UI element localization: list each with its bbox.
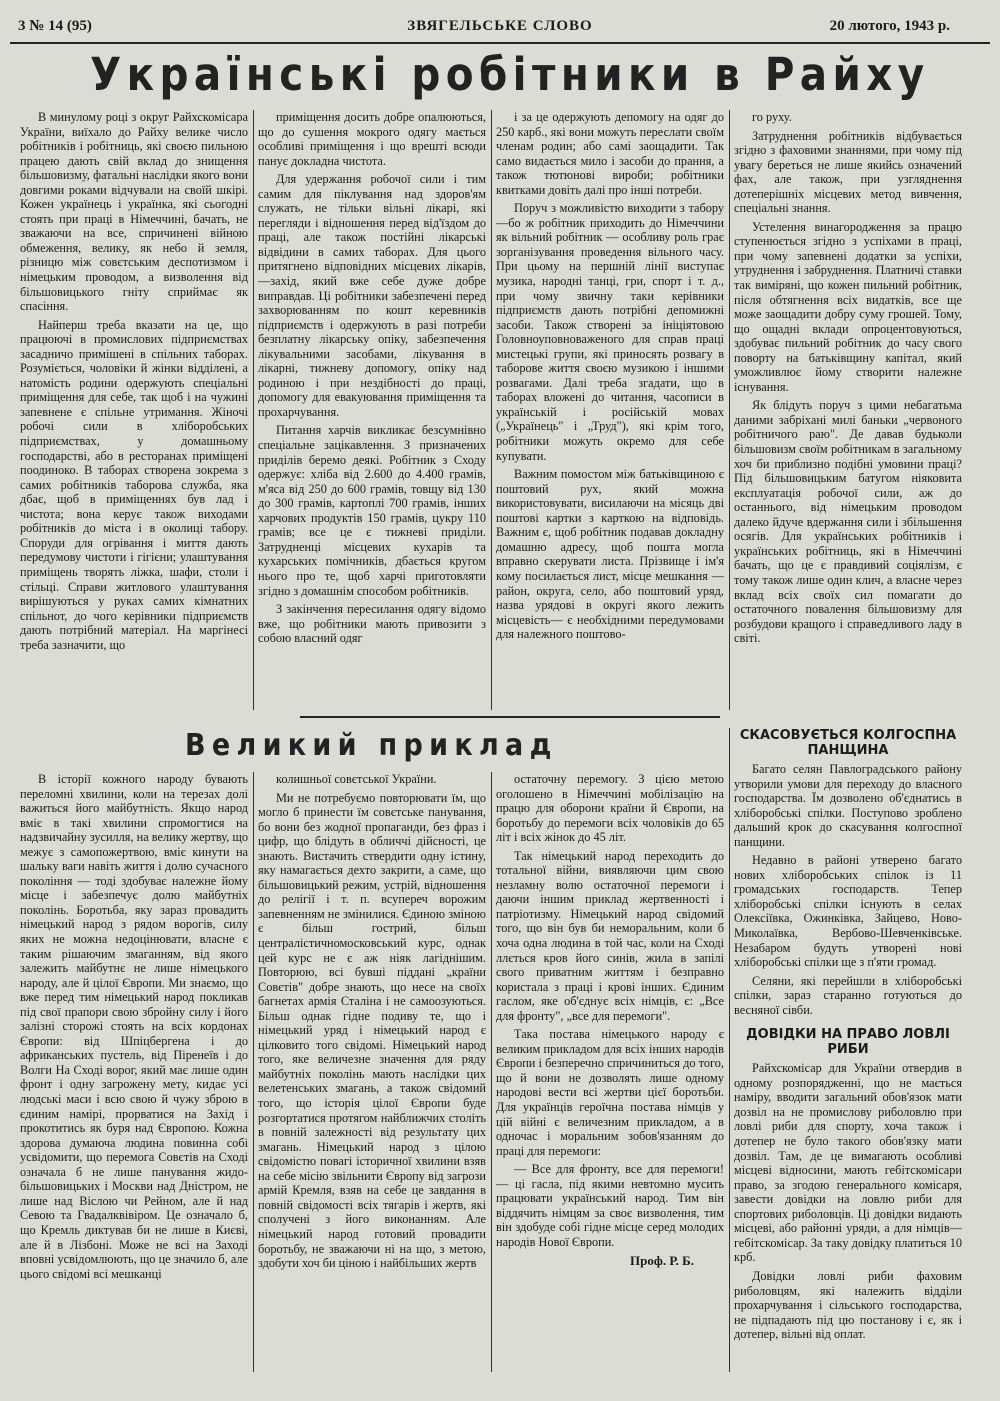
issue-date: 20 лютого, 1943 р. xyxy=(829,18,950,34)
paragraph: Як блідуть поруч з цими небагатьма даними забріхані милі баньки „червоного робітничого раю". Де давав будьколи більшовизм своїм робітникам в загальному хоч би приблизно подібні умовини праці? Під більшовицьким батугом ніяковита експлуатація робочої сили, аж до останнього, від німецьким проводом далеко йдуче вдержання сили і збільшення осягів. Для українських робітників і українських робітниць, які в Німеччині бачать, що це є правдивий соціялізм, є тому також лише один клич, а власне через вклад всіх своїх сил помагати до остаточного повалення більшовизму для розбудови кращого і справедливого ладу в світі. xyxy=(734,398,962,646)
paragraph: Затруднення робітників відбувається згідно з фаховими знаннями, при чому під увагу береться не лише якийсь означений фах, але також, при узгляднення дотеперішніх місцевих метод вивчення, спеціальні знання. xyxy=(734,128,962,216)
paragraph: колишньої совєтської України. xyxy=(276,772,437,786)
paragraph: Важним помостом між батьківщиною є поштовий рух, який можна використовувати, висилаючи на місяць дві поштові картки з карткою на відповідь. Важним є, щоб робітник подавав докладну домашню адресу, щоб пошта могла вправно скерувати листа. Прізвище і ім'я кому посилається лист, місце мешкання — район, округа, село, або поштовий уряд, назва урядові в округі якого лежить місцевість— є необхідними передумовами для належного поштово- xyxy=(496,467,724,642)
article1-col1 xyxy=(20,110,248,710)
column-rule xyxy=(729,728,730,1372)
column-rule xyxy=(491,772,492,1372)
article1-title: Українські робітники в Райху xyxy=(90,48,930,101)
article2-col1 xyxy=(20,772,248,1372)
paragraph: Так німецький народ переходить до тотальної війни, виявляючи цим свою незламну волю остаточної перемоги і даючи іншим приклад жертвенності і патріотизму. Німецький народ свідомий того, що він був би неморальним, коли б хоча одна людина в той час, коли на Сході ллється кров його синів, жила в запілі свого приватним життям і безправно користала з праці і крові інших. Єдиним гаслом, яке об'єднує всіх німців, є: „Все для фронту", „все для перемоги". xyxy=(496,848,724,1023)
paragraph: Устелення винагородження за працю ступенюється згідно з успіхами в праці, при чому запевнені додатки за успіхи, утруднення і забруднення. Платничі ставки так виміряні, що кожен пильний робітник, після обтягнення всіх видатків, все ще може заощадити добру суму грошей. Тому, що ощадні вклади опроцентовуються, здобуває пильний робітник до часу свого поворту на батьківщину капітал, який уможливлює йому створити належне існування. xyxy=(734,219,962,394)
article1-col4 xyxy=(734,110,962,710)
paragraph: остаточну перемогу. З цією метою оголошено в Німеччині мобілізацію на працю для оборони країни й Європи, на боротьбу до перемоги всіх чоловіків до 65 літ і всіх жінок до 45 літ. xyxy=(496,772,724,845)
paragraph: Райхскомісар для України отвердив в одному розпорядженні, що не мається наміру, вводити загальний обов'язок мати дозвіл на не промислову риболовлю при ловлі риби для спорту, хоча також і дотепер не було такого обов'язку мати дозвіл. Там, де це вимагають особливі місцеві відносини, мають гебітскомісари право, за згодою генерального комісаря, завести довідки на ловлю риби для спортових риболовців. Ці довідки видають місцеві, або районні уряди, а для німців—гебітскомісар. За таку довідку платиться 10 крб. xyxy=(734,1061,962,1265)
paragraph: Найперш треба вказати на це, що працюючі в промислових підприємствах засадничо примішені в спільних таборах. Розуміється, чоловіки й жінки відділені, а натомість родини одержують спеціальні приміщення для себе, так щоб і на чужині запевнене є спільне утримання. Жіночі робочі сили в хліборобських підприємствах, у домашньому господарстві, або в ресторанах приміщені поодиноко. В таборах створена зокрема з самих робітників таборова служба, яка дбає, щоб в приміщеннях був лад і чистота; вона керує також виходами робітників до міста і в околиці табору. Споруди для огрівання і миття дають передумову чистоти і гігієни; улаштування приміщень творять ліжка, шафи, столи і стільці. Справи житлового улаштування вирішуються у руках самих кімнатних спільнот, до чого керівники підприємств дають потрібний матеріал. На маргінесі треба зазначити, що xyxy=(20,317,248,652)
paragraph: Питання харчів викликає безсумнівно спеціальне зацікавлення. З призначених приділів беремо деякі. Робітник з Сходу одержує: хліба від 2.600 до 4.400 грамів, м'яса від 250 до 600 грамів, товщу від 130 до 300 грамів, картоплі 700 грамів, інших харчових продуктів 150 грамів, цукру 110 грамів; все це є тижневі приділи. Затрудненці місцевих кухарів та кухарських помічників, дбається кругом нього про те, щоб харчі приготовляти згідно з домашнім способом робітників. xyxy=(258,423,486,598)
paragraph: і за це одержують депомогу на одяг до 250 карб., які вони можуть переслати своїм членам родин; або самі заощадити. Так само видається мило і засоби до прання, а також тютюнові вироби; робітники квитками довіть далі про інші потреби. xyxy=(496,110,724,197)
column-rule xyxy=(729,110,730,710)
news1-title: СКАСОВУЄТЬСЯ КОЛГОСПНА ПАНЩИНА xyxy=(739,728,957,758)
signature: Проф. Р. Б. xyxy=(630,1252,694,1268)
paragraph: Багато селян Павлоградського району утворили умови для переходу до власного господарства. Їм дозволено об'єднатись в хліборобські спілки. Поступово зроблено дальший крок до скасування колгоспної панщини. xyxy=(734,762,962,849)
newspaper-name: ЗВЯГЕЛЬСЬКЕ СЛОВО xyxy=(407,18,593,34)
paragraph: Селяни, які перейшли в хліборобські спілки, зараз старанно готуються до весняної сівби. xyxy=(734,973,962,1017)
news2-title: ДОВІДКИ НА ПРАВО ЛОВЛІ РИБИ xyxy=(746,1027,950,1058)
column-rule xyxy=(253,772,254,1372)
paragraph: В минулому році з округ Райхскомісара України, виїхало до Райху велике число робітників і робітниць, які своєю пильною працею дають свій вклад до знищення більшовизму, фатальні наслідки якого вони довгими роками відчували на своїй шкірі. Кожен українець і українка, які сьогодні стоять при праці в Німеччині, бачать, не зважаючи на все, спричинені війною обмеження, велику, як небо й земля, різницю між совєтським деспотизмом і німецьким проводом, а визволення від більшовицького гніту сприймає як спасіння. xyxy=(20,110,248,314)
paragraph: Недавно в районі утверено багато нових хліборобських спілок із 11 громадських господарств. Тепер хліборобські спілки існують в селах Олексіївка, Ожинківка, Зайцево, Ново-Миколаївка, Вербово-Шевченківське. Незабаром будуть утворені нові хліборобські спілки ще з п'яти громад. xyxy=(734,853,962,970)
column-rule xyxy=(253,110,254,710)
article1-col2 xyxy=(258,110,486,710)
paragraph: — Все для фронту, все для перемоги! — ці гасла, під якими невтомно мусить працювати український народ. Тим він віддячить німцям за своє визволення, тим він здобуде собі гідне місце серед молодих народів Нової Європи. xyxy=(496,1162,724,1249)
paragraph: Для удержання робочої сили і тим самим для піклування над здоров'ям служать, не тільки вільні лікарі, які перегляди і відношення перед від'їздом до праці, але також постійні лікарські відвідини в самих таборах. Для цього притягнено відповідних місцевих лікарів,—захід, який вже себе дуже добре виправдав. Ці робітники забезпечені перед захворюванням по кошт керевників підприємств і одержують в разі потреби безплатну лікарську опіку, забезпечення лікувальними засобами, лікування в лікарні, тижневу допомогу, опіку над родиною і при нездібності до праці, допомогу для евакуювання приміщення та прохарчування. xyxy=(258,172,486,419)
news-column xyxy=(734,728,962,1372)
issue-number: 3 № 14 (95) xyxy=(18,18,92,34)
article2-title: Великий приклад xyxy=(185,728,558,763)
article2-col3 xyxy=(496,772,724,1372)
paragraph: З закінчення пересилання одягу відомо вже, що робітники мають привозити з собою власний одяг xyxy=(258,602,486,646)
article2-col2 xyxy=(258,772,486,1372)
paragraph: приміщення досить добре опалюються, що до сушення мокрого одягу мається особливі приміщення і що врешті всюди панує докладна чистота. xyxy=(258,110,486,168)
section-divider xyxy=(300,716,720,718)
paragraph: Поруч з можливістю виходити з табору —бо ж робітник приходить до Німеччини як вільний робітник — особливу роль грає зорганізування проведення вільного часу. При цьому на першній лінії виступає музика, народні танці, гри, спорт і т. д., при чому звичну таки керівники підприємств дають потрібні депомижні засоби. Також створені за ініціятовою Головноуповноваженого для справ праці мистецькі групи, які приносять розвагу в таборове життя своєю музикою і іншими розвагами. Далі треба згадати, що в таборах вложені до читання, часописи в українській і російській мовах („Українець" і „Труд"), які крім того, робітники можуть окремо для себе купувати. xyxy=(496,201,724,463)
paragraph: Ми не потребуємо повторювати їм, що могло б принести їм совєтське панування, бо вони без жодної пропаганди, без фраз і цифр, що блідуть в обличчі дійсності, це знають. Вистачить ствердити одну істину, яку намагається дехто закрити, а саме, що більшовицький режим, устрій, відношення до релігії і т. п. всупереч ворожим запевненням не змінилися. Єдиною зміною є більш гострий, більш централістичномосковський курс, однак цей курс не є аж ніяк лагіднішим. Повторюю, всі бувші піддані „країни Совєтів" добре знають, що несе на своїх багнетах армія Сталіна і не самоозуються. Більш однак гідне подиву те, що і німецький уряд і німецький народ є цілковито того свідомі. Німецький народ того, яке величезне значення для ряду майбутніх поколінь мають наслідки цих велетенських змагань, а також свідомий того, що історія цілої Європи буде розгортатися протягом найближчих століть в повній залежності від результату цих змагань. Німецький народ з цілою свідомістю повагі історичної хвилини взяв на себе місію звільнити Європу від загрози армій Кремля, взяв на себе це завдання в повній свідомості всіх тягарів і жертв, які сполучені з його виконанням. Але німецький народ готовий провадити боротьбу, не зважаючи ні на що, з метою, здобути хоч би ціною і найбільших жертв xyxy=(258,790,486,1271)
paragraph: Довідки ловлі риби фаховим риболовцям, які належить відділи прохарчування і сільського господарства, не підпадають під цю постанову і є, як і дотепер, вільні від оплат. xyxy=(734,1268,962,1342)
paragraph: го руху. xyxy=(752,110,792,124)
masthead xyxy=(10,16,990,44)
paragraph: В історії кожного народу бувають переломні хвилини, коли на терезах долі важиться його майбутність. Якщо народ вміє в такі хвилини спромогтися на надзвичайну зусилля, на велику жертву, що межує з самопожертвою, вміє кинути на шальку ваги навіть життя і долю сучасного покоління — тоді здобуває належне йому місце і забезпечує долю майбутніх поколінь. Боротьба, яку зараз провадить німецький народ з рядом ворогів, силу яких не можна недоцінювати, власне є таким рішаючим змаганням, від якого залежить майбутнє не лише німецького народу, але й цілої Європи. Ми знаємо, що вже перед тим німецький народ покликав під свої прапори свою збройну силу і його залізні сторожі стоять на всіх кордонах Європи: від Шпіцбергена і до африканських пустель, від Піренеїв і до Волги На Сході ворог, який має лише один фронт і одну загрожену мету, кидає усі людські маси і всю свою й чужу зброю в єдиним намірі, прорватися на Захід і прокотитись як буря над Європою. Кожна здорова думаюча людина повинна собі усвідомити, що перемога Совєтів на Сході означала б не лише панування жидо-більшовицьких і Москви над Дністром, не лише над Віслою чи Рейном, але й над Севою та Гвадалквівіром. Це означало б, що Кремль диктував би не лише в Києві, але й в Лізбоні. Може не всі на Заході вповні усвідомлюють, що це значило б, але цього свідомі всі мешканці xyxy=(20,772,248,1281)
article1-col3 xyxy=(496,110,724,710)
column-rule xyxy=(491,110,492,710)
paragraph: Така постава німецького народу є великим прикладом для всіх інших народів Європи і безперечно спричиниться до того, що й вони не дозволять лише одному народові вести всі жертви цієї боротьби. Для українців героїчна постава німців у цій війні є величезним прикладом, а в одночас і моральним зобов'язанням до праці для перемоги: xyxy=(496,1027,724,1158)
